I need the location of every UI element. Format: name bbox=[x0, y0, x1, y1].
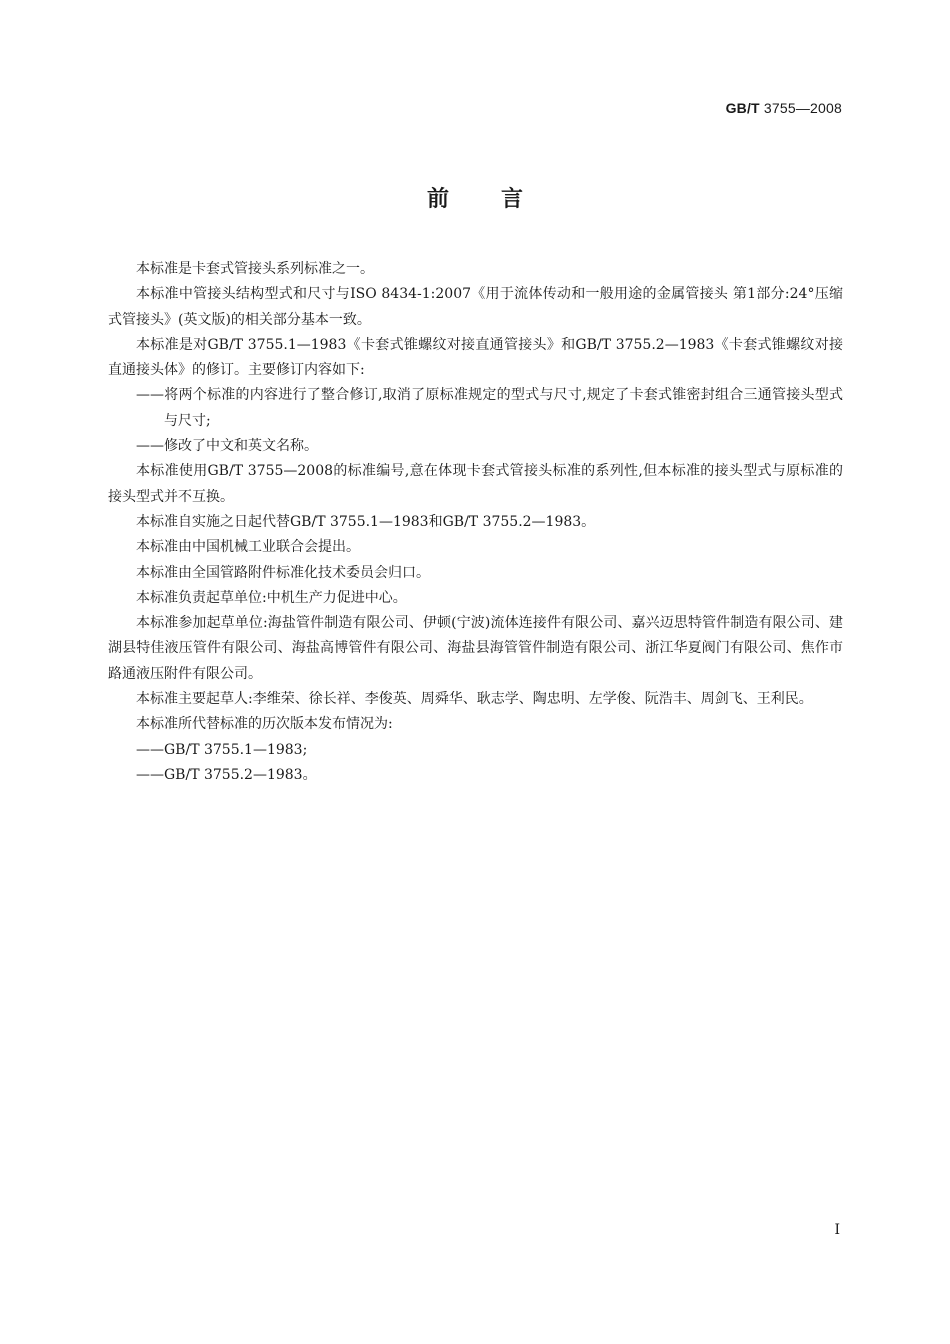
paragraph-series: 本标准是卡套式管接头系列标准之一。 bbox=[136, 261, 374, 277]
revision-item: ——将两个标准的内容进行了整合修订,取消了原标准规定的型式与尺寸,规定了卡套式锥密封组合三通管接头型式与尺寸; bbox=[136, 387, 843, 429]
paragraph-iso-reference: 本标准中管接头结构型式和尺寸与ISO 8434-1:2007《用于流体传动和一般用途的金属管接头 第1部分:24°压缩式管接头》(英文版)的相关部分基本一致。 bbox=[108, 286, 843, 328]
paragraph-history: 本标准所代替标准的历次版本发布情况为: bbox=[136, 716, 393, 733]
revision-item: ——修改了中文和英文名称。 bbox=[136, 438, 318, 455]
page-title: 前言 bbox=[426, 187, 575, 212]
paragraph-managed-by: 本标准由全国管路附件标准化技术委员会归口。 bbox=[136, 564, 430, 581]
paragraph-participating-units: 本标准参加起草单位:海盐管件制造有限公司、伊顿(宁波)流体连接件有限公司、嘉兴迈思特管件制造有限公司、建湖县特佳液压管件有限公司、海盐高博管件有限公司、海盐县海管管件制造有限公司、浙江华夏阀门有限公司、焦作市路通液压附件有限公司。 bbox=[108, 615, 843, 682]
standard-number bbox=[726, 100, 842, 116]
paragraph-replaces: 本标准自实施之日起代替GB/T 3755.1—1983和GB/T 3755.2—1983。 bbox=[136, 513, 596, 530]
page-number: I bbox=[834, 1222, 840, 1238]
paragraph-numbering: 本标准使用GB/T 3755—2008的标准编号,意在体现卡套式管接头标准的系列性,但本标准的接头型式与原标准的接头型式并不互换。 bbox=[108, 463, 843, 505]
history-item: ——GB/T 3755.2—1983。 bbox=[136, 766, 317, 783]
paragraph-proposed-by: 本标准由中国机械工业联合会提出。 bbox=[136, 539, 360, 556]
paragraph-revision: 本标准是对GB/T 3755.1—1983《卡套式锥螺纹对接直通管接头》和GB/T 3755.2—1983《卡套式锥螺纹对接直通接头体》的修订。主要修订内容如下: bbox=[108, 336, 843, 379]
history-item: ——GB/T 3755.1—1983; bbox=[136, 741, 308, 758]
paragraph-drafting-unit: 本标准负责起草单位:中机生产力促进中心。 bbox=[136, 589, 407, 606]
standard-code: GB/T bbox=[725, 100, 760, 116]
document-body bbox=[108, 257, 843, 788]
paragraph-drafters: 本标准主要起草人:李维荣、徐长祥、李俊英、周舜华、耿志学、陶忠明、左学俊、阮浩丰、周剑飞、王利民。 bbox=[136, 691, 813, 708]
standard-year: 3755—2008 bbox=[763, 100, 842, 116]
